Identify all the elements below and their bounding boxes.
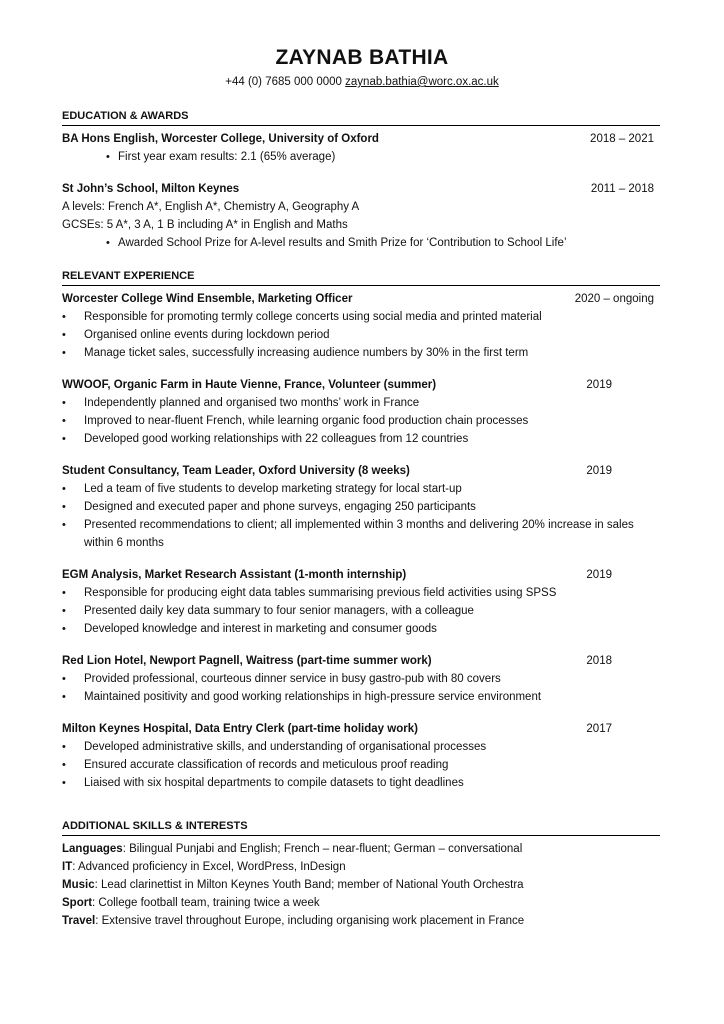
list-item: • Liaised with six hospital departments to compile datasets to tight deadlines bbox=[62, 774, 660, 792]
experience-entry bbox=[62, 566, 660, 638]
experience-entry bbox=[62, 652, 660, 706]
education-section bbox=[62, 110, 660, 266]
entry-date: 2019 bbox=[586, 465, 612, 477]
list-item: • Presented recommendations to client; all implemented within 3 months and delivering 20% increase in sales within 6 months bbox=[62, 516, 660, 552]
experience-section bbox=[62, 270, 660, 806]
list-item: • Improved to near-fluent French, while learning organic food production chain processes bbox=[62, 412, 660, 430]
skill-line bbox=[62, 840, 660, 858]
entry-date: 2020 – ongoing bbox=[574, 293, 654, 305]
skill-text: : Extensive travel throughout Europe, including organising work placement in France bbox=[95, 915, 525, 927]
skill-label: IT bbox=[62, 861, 73, 873]
entry-date: 2019 bbox=[586, 569, 612, 581]
entry-title: Red Lion Hotel, Newport Pagnell, Waitress (part-time summer work) bbox=[62, 655, 432, 667]
phone-number: +44 (0) 7685 000 0000 bbox=[225, 76, 342, 88]
skill-line bbox=[62, 858, 660, 876]
list-item: • Developed good working relationships with 22 colleagues from 12 countries bbox=[62, 430, 660, 448]
list-item: • Maintained positivity and good working relationships in high-pressure service environment bbox=[62, 688, 660, 706]
list-item: • Presented daily key data summary to four senior managers, with a colleague bbox=[62, 602, 660, 620]
list-item: • First year exam results: 2.1 (65% average) bbox=[62, 148, 660, 166]
education-entry bbox=[62, 180, 660, 252]
entry-title: Student Consultancy, Team Leader, Oxford University (8 weeks) bbox=[62, 465, 410, 477]
list-item: • Manage ticket sales, successfully increasing audience numbers by 30% in the first term bbox=[62, 344, 660, 362]
list-item: • Independently planned and organised two months’ work in France bbox=[62, 394, 660, 412]
entry-title: WWOOF, Organic Farm in Haute Vienne, France, Volunteer (summer) bbox=[62, 379, 437, 391]
entry-date: 2019 bbox=[586, 379, 612, 391]
list-item: • Provided professional, courteous dinner service in busy gastro-pub with 80 covers bbox=[62, 670, 660, 688]
section-heading: EDUCATION & AWARDS bbox=[62, 110, 660, 126]
qualification-line: GCSEs: 5 A*, 3 A, 1 B including A* in English and Maths bbox=[62, 219, 348, 231]
education-entry bbox=[62, 130, 660, 166]
entry-date: 2018 – 2021 bbox=[590, 133, 654, 145]
list-item: • Developed administrative skills, and understanding of organisational processes bbox=[62, 738, 660, 756]
email-link[interactable]: zaynab.bathia@worc.ox.ac.uk bbox=[345, 76, 499, 88]
qualification-line: A levels: French A*, English A*, Chemistry A, Geography A bbox=[62, 201, 360, 213]
section-heading: RELEVANT EXPERIENCE bbox=[62, 270, 660, 286]
entry-date: 2011 – 2018 bbox=[590, 183, 654, 195]
skill-label: Languages bbox=[62, 843, 123, 855]
entry-title: St John’s School, Milton Keynes bbox=[62, 183, 240, 195]
skill-text: : Lead clarinettist in Milton Keynes Youth Band; member of National Youth Orchestra bbox=[94, 879, 524, 891]
section-heading: ADDITIONAL SKILLS & INTERESTS bbox=[62, 820, 660, 836]
experience-entry bbox=[62, 462, 660, 552]
list-item: • Responsible for promoting termly college concerts using social media and printed material bbox=[62, 308, 660, 326]
list-item: • Responsible for producing eight data tables summarising previous field activities using SPSS bbox=[62, 584, 660, 602]
list-item: • Developed knowledge and interest in marketing and consumer goods bbox=[62, 620, 660, 638]
experience-entry bbox=[62, 376, 660, 448]
entry-date: 2018 bbox=[586, 655, 612, 667]
list-item: • Designed and executed paper and phone surveys, engaging 250 participants bbox=[62, 498, 660, 516]
skill-text: : Bilingual Punjabi and English; French – near-fluent; German – conversational bbox=[122, 843, 523, 855]
skill-line bbox=[62, 876, 660, 894]
list-item: • Awarded School Prize for A-level results and Smith Prize for ‘Contribution to School Life’ bbox=[62, 234, 660, 252]
experience-entry bbox=[62, 720, 660, 792]
skill-line bbox=[62, 894, 660, 912]
list-item: • Ensured accurate classification of records and meticulous proof reading bbox=[62, 756, 660, 774]
list-item: • Organised online events during lockdown period bbox=[62, 326, 660, 344]
contact-line bbox=[0, 76, 724, 88]
skill-label: Sport bbox=[62, 897, 93, 909]
skill-label: Music bbox=[62, 879, 95, 891]
entry-date: 2017 bbox=[586, 723, 612, 735]
entry-title: Milton Keynes Hospital, Data Entry Clerk (part-time holiday work) bbox=[62, 723, 418, 735]
skill-label: Travel bbox=[62, 915, 96, 927]
candidate-name: ZAYNAB BATHIA bbox=[275, 46, 449, 69]
entry-title: BA Hons English, Worcester College, University of Oxford bbox=[62, 133, 379, 145]
experience-entry bbox=[62, 290, 660, 362]
list-item: • Led a team of five students to develop marketing strategy for local start-up bbox=[62, 480, 660, 498]
skill-line bbox=[62, 912, 660, 930]
entry-title: EGM Analysis, Market Research Assistant (1-month internship) bbox=[62, 569, 407, 581]
skill-text: : Advanced proficiency in Excel, WordPress, InDesign bbox=[72, 861, 346, 873]
skills-section bbox=[62, 820, 660, 930]
skill-text: : College football team, training twice a week bbox=[92, 897, 320, 909]
entry-title: Worcester College Wind Ensemble, Marketing Officer bbox=[62, 293, 353, 305]
